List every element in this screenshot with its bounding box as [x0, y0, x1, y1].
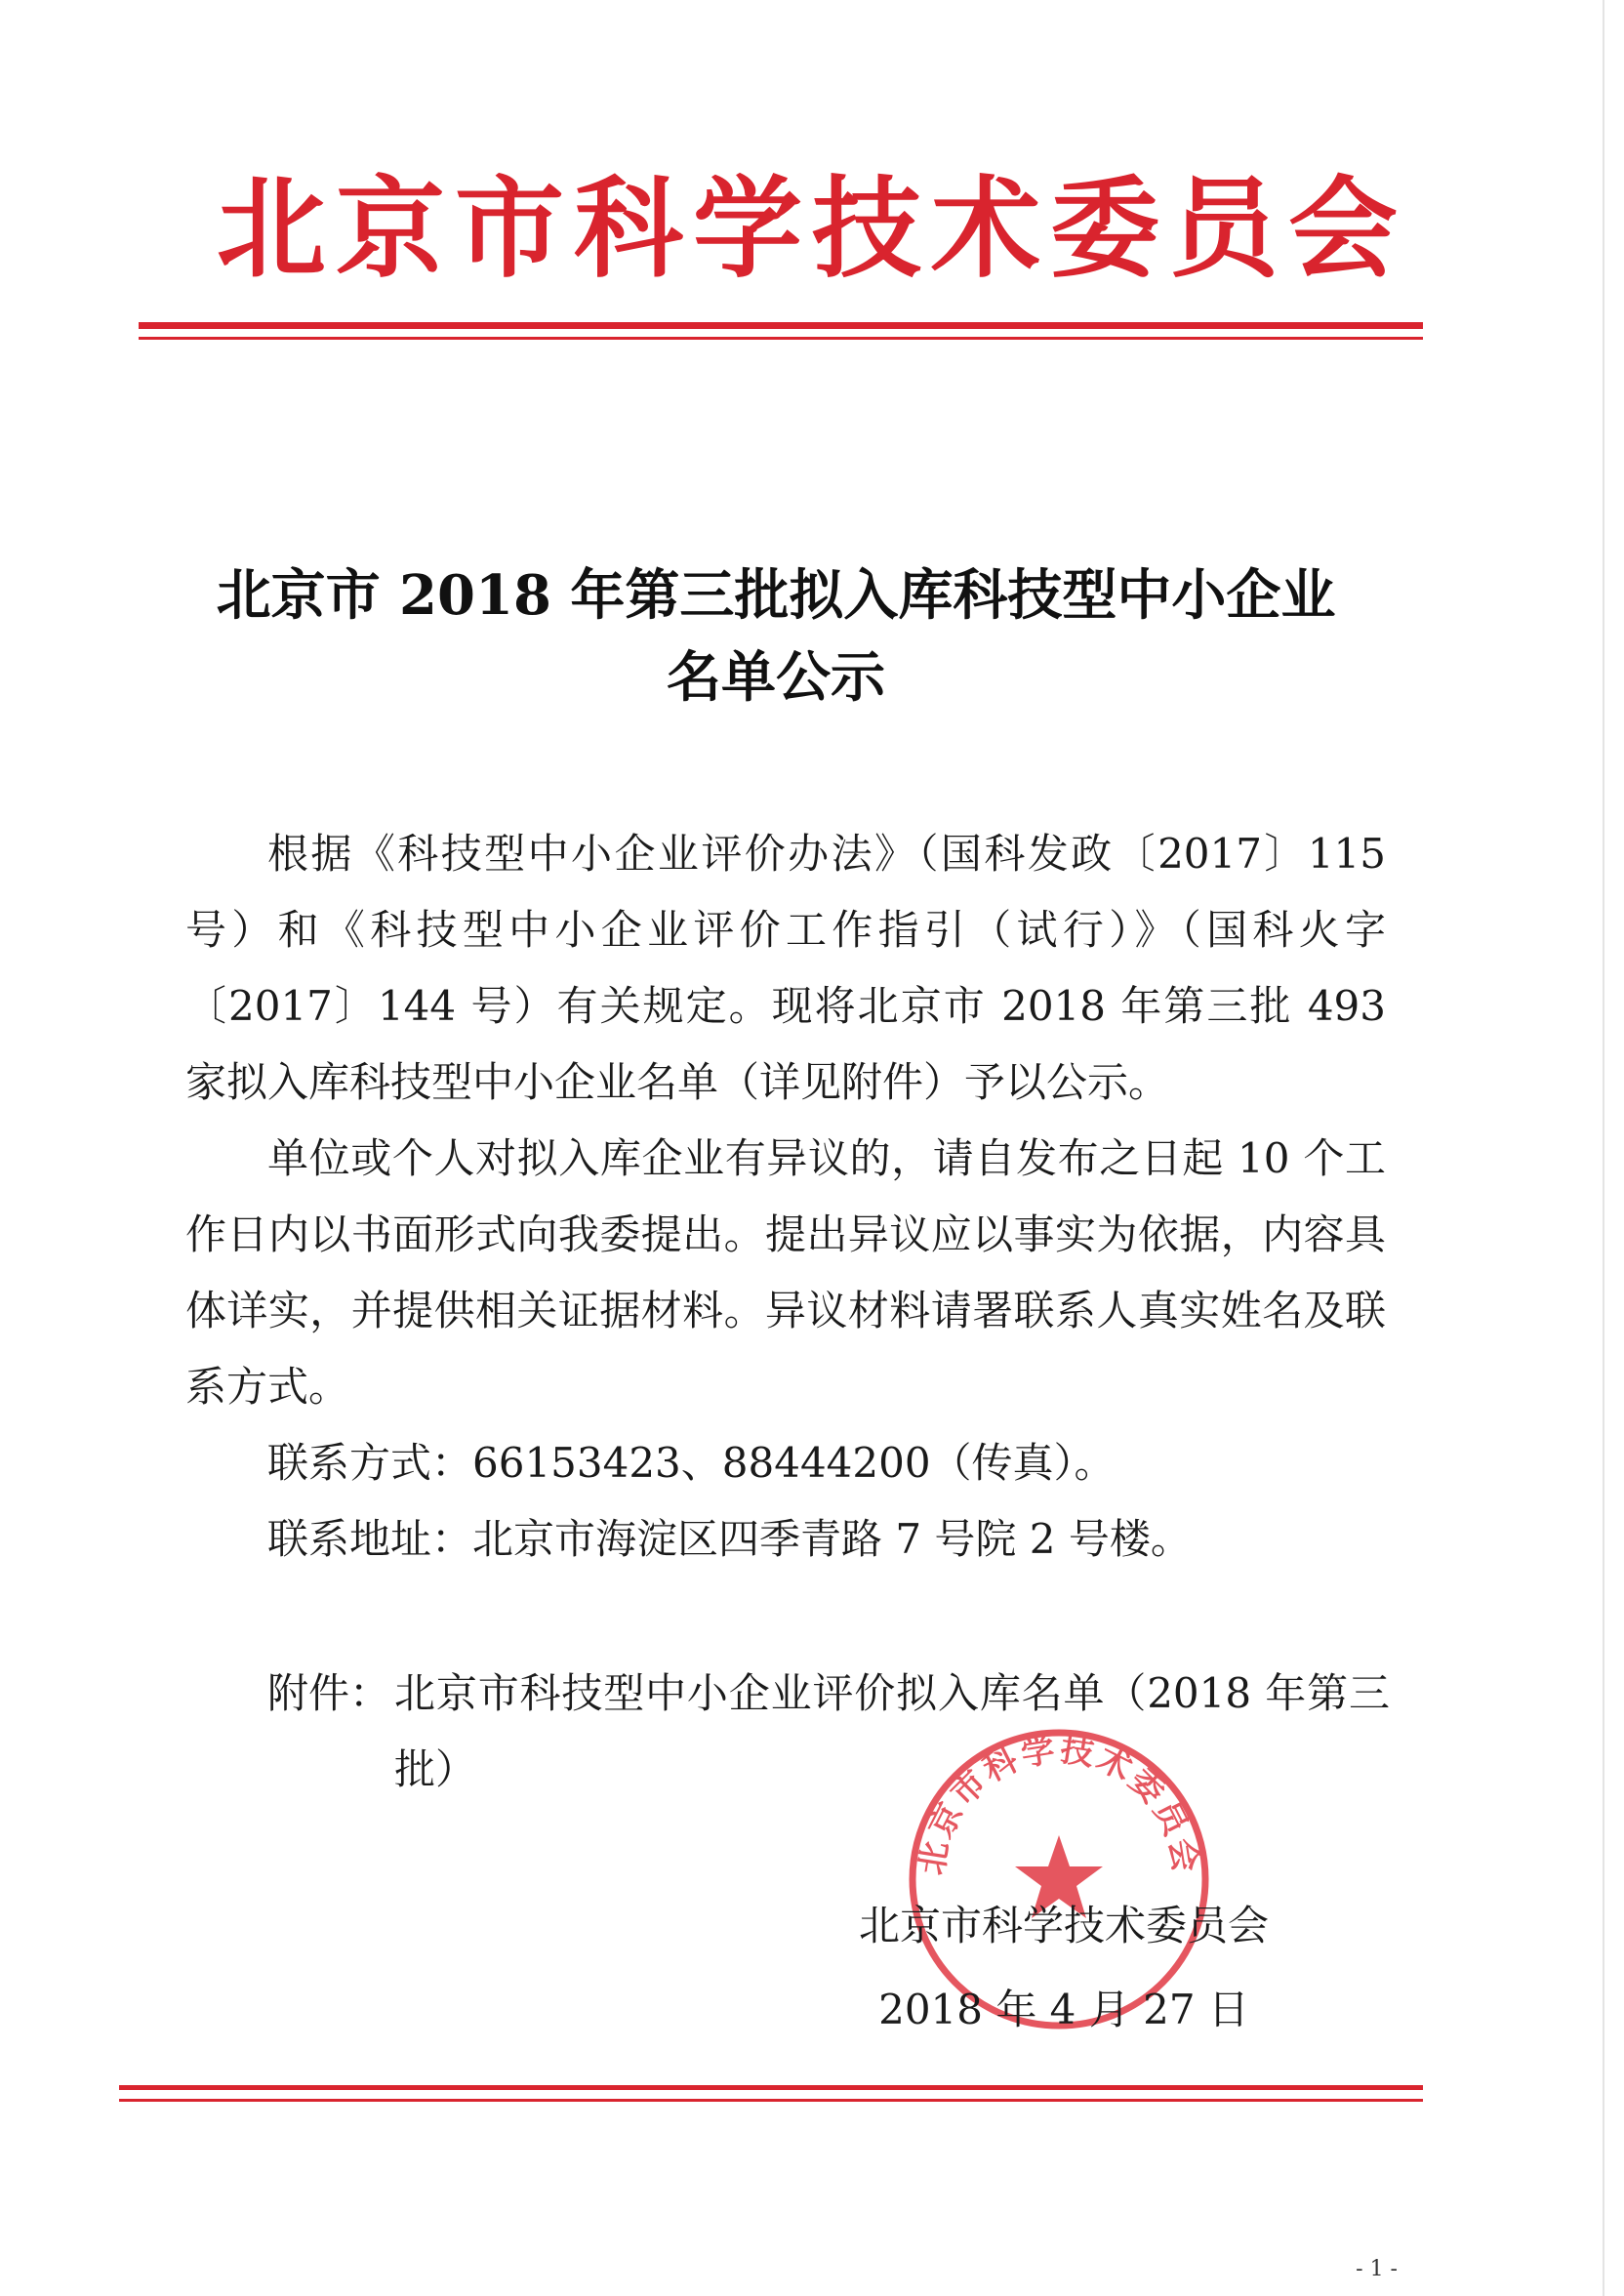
paragraph-basis: 根据《科技型中小企业评价办法》（国科发政〔2017〕115号）和《科技型中小企业评价工作指引（试行）》（国科火字〔2017〕144 号）有关规定。现将北京市 2018 年第三批 493 家拟入库科技型中小企业名单（详见附件）予以公示。	[185, 830, 1386, 1106]
letterhead-rule-thin	[139, 337, 1423, 340]
document-body	[185, 816, 1386, 1578]
page-number: - 1 -	[1356, 2257, 1398, 2281]
title-line-1: 北京市 2018 年第三批拟入库科技型中小企业	[216, 563, 1336, 628]
paragraph-objection: 单位或个人对拟入库企业有异议的，请自发布之日起 10 个工作日内以书面形式向我委提出。提出异议应以事实为依据，内容具体详实，并提供相关证据材料。异议材料请署联系人真实姓名及联系方式。	[185, 1134, 1386, 1411]
letterhead-rule-thick	[139, 322, 1423, 329]
svg-text:北京市科学技术委员会: 北京市科学技术委员会	[912, 1730, 1206, 1878]
attachment-label: 附件：	[267, 1669, 391, 1717]
title-line-2: 名单公示	[667, 645, 885, 710]
scan-edge-line	[1603, 0, 1604, 2296]
signature-org: 北京市科学技术委员会	[858, 1902, 1269, 1949]
footer-rule-thick	[119, 2085, 1423, 2090]
signature-date: 2018 年 4 月 27 日	[878, 1986, 1249, 2033]
letterhead-org-name: 北京市科学技术委员会	[217, 166, 1407, 293]
attachment-note	[267, 1656, 1390, 1808]
footer-rule-thin	[119, 2099, 1423, 2102]
attachment-text: 北京市科技型中小企业评价拟入库名单（2018 年第三批）	[394, 1669, 1390, 1793]
signature-block	[771, 1884, 1357, 2052]
contact-address: 联系地址：北京市海淀区四季青路 7 号院 2 号楼。	[267, 1515, 1192, 1563]
contact-phone: 联系方式：66153423、88444200（传真）。	[267, 1439, 1116, 1487]
document-title	[146, 554, 1405, 718]
